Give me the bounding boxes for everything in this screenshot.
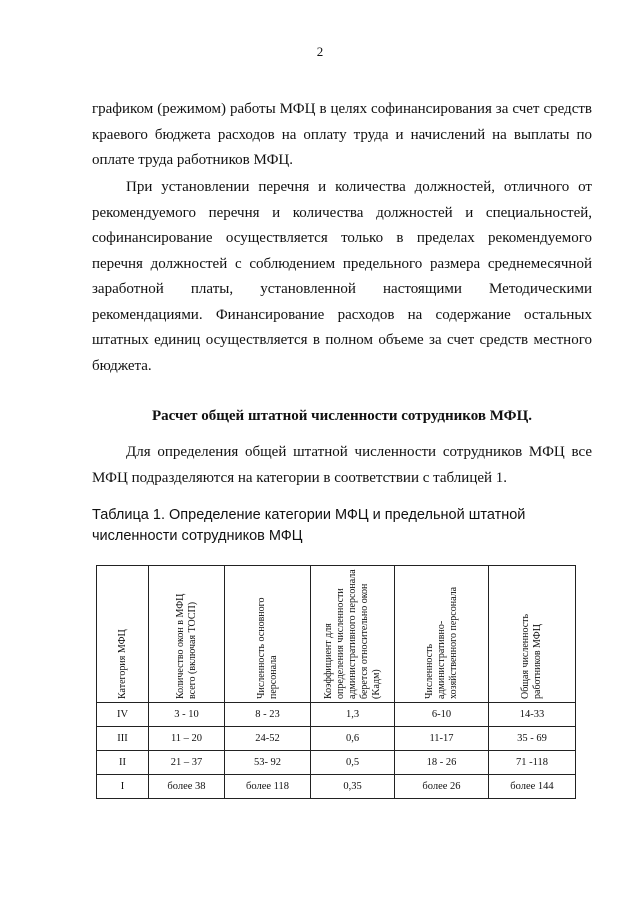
- header-main-staff: Численность основного персонала: [225, 566, 311, 703]
- cell-main-staff: 53- 92: [225, 751, 311, 775]
- table-caption: Таблица 1. Определение категории МФЦ и предельной штатной численности сотрудников МФЦ: [92, 507, 526, 544]
- section-heading: Расчет общей штатной численности сотрудников МФЦ.: [151, 408, 532, 424]
- paragraph-1: графиком (режимом) работы МФЦ в целях софинансирования за счет средств краевого бюджета расходов на оплату труда и начислений на выплаты по оплате труда работников МФЦ.: [92, 101, 592, 168]
- cell-coefficient: 0,6: [311, 727, 395, 751]
- header-total-staff: Общая численность работников МФЦ: [489, 566, 576, 703]
- cell-admin-staff: более 26: [395, 775, 489, 799]
- cell-admin-staff: 11-17: [395, 727, 489, 751]
- cell-windows: 3 - 10: [149, 703, 225, 727]
- table-row: [97, 775, 576, 799]
- header-windows: Количество окон в МФЦ всего (включая ТОСП): [149, 566, 225, 703]
- paragraph-2: При установлении перечня и количества должностей, отличного от рекомендуемого перечня и количества должностей и специальностей, софинансирование осуществляется только в пределах рекомендуемого перечня должностей с соблюдением предельного размера среднемесячной заработной платы, установленной настоящими Методическими рекомендациями. Финансирование расходов на содержание остальных штатных единиц осуществляется в полном объеме за счет средств местного бюджета.: [92, 179, 592, 374]
- cell-main-staff: 24-52: [225, 727, 311, 751]
- cell-coefficient: 0,5: [311, 751, 395, 775]
- cell-total-staff: 14-33: [489, 703, 576, 727]
- cell-category: II: [97, 751, 149, 775]
- cell-category: I: [97, 775, 149, 799]
- table-header-row: [97, 566, 576, 703]
- cell-category: IV: [97, 703, 149, 727]
- cell-coefficient: 0,35: [311, 775, 395, 799]
- header-coefficient: Коэффициент для определения численности административного персонала берется относительно окон (Kадм): [311, 566, 395, 703]
- header-category: Категория МФЦ: [97, 566, 149, 703]
- table-row: [97, 703, 576, 727]
- cell-main-staff: 8 - 23: [225, 703, 311, 727]
- cell-admin-staff: 6-10: [395, 703, 489, 727]
- cell-windows: 21 – 37: [149, 751, 225, 775]
- cell-windows: более 38: [149, 775, 225, 799]
- cell-windows: 11 – 20: [149, 727, 225, 751]
- paragraph-3: Для определения общей штатной численности сотрудников МФЦ все МФЦ подразделяются на категории в соответствии с таблицей 1.: [92, 444, 592, 486]
- cell-category: III: [97, 727, 149, 751]
- table-row: [97, 727, 576, 751]
- cell-main-staff: более 118: [225, 775, 311, 799]
- page-number: 2: [316, 44, 324, 59]
- cell-total-staff: более 144: [489, 775, 576, 799]
- cell-admin-staff: 18 - 26: [395, 751, 489, 775]
- category-table: [96, 565, 576, 799]
- cell-total-staff: 35 - 69: [489, 727, 576, 751]
- header-admin-staff: Численность административно-хозяйственного персонала: [395, 566, 489, 703]
- cell-coefficient: 1,3: [311, 703, 395, 727]
- table-row: [97, 751, 576, 775]
- cell-total-staff: 71 -118: [489, 751, 576, 775]
